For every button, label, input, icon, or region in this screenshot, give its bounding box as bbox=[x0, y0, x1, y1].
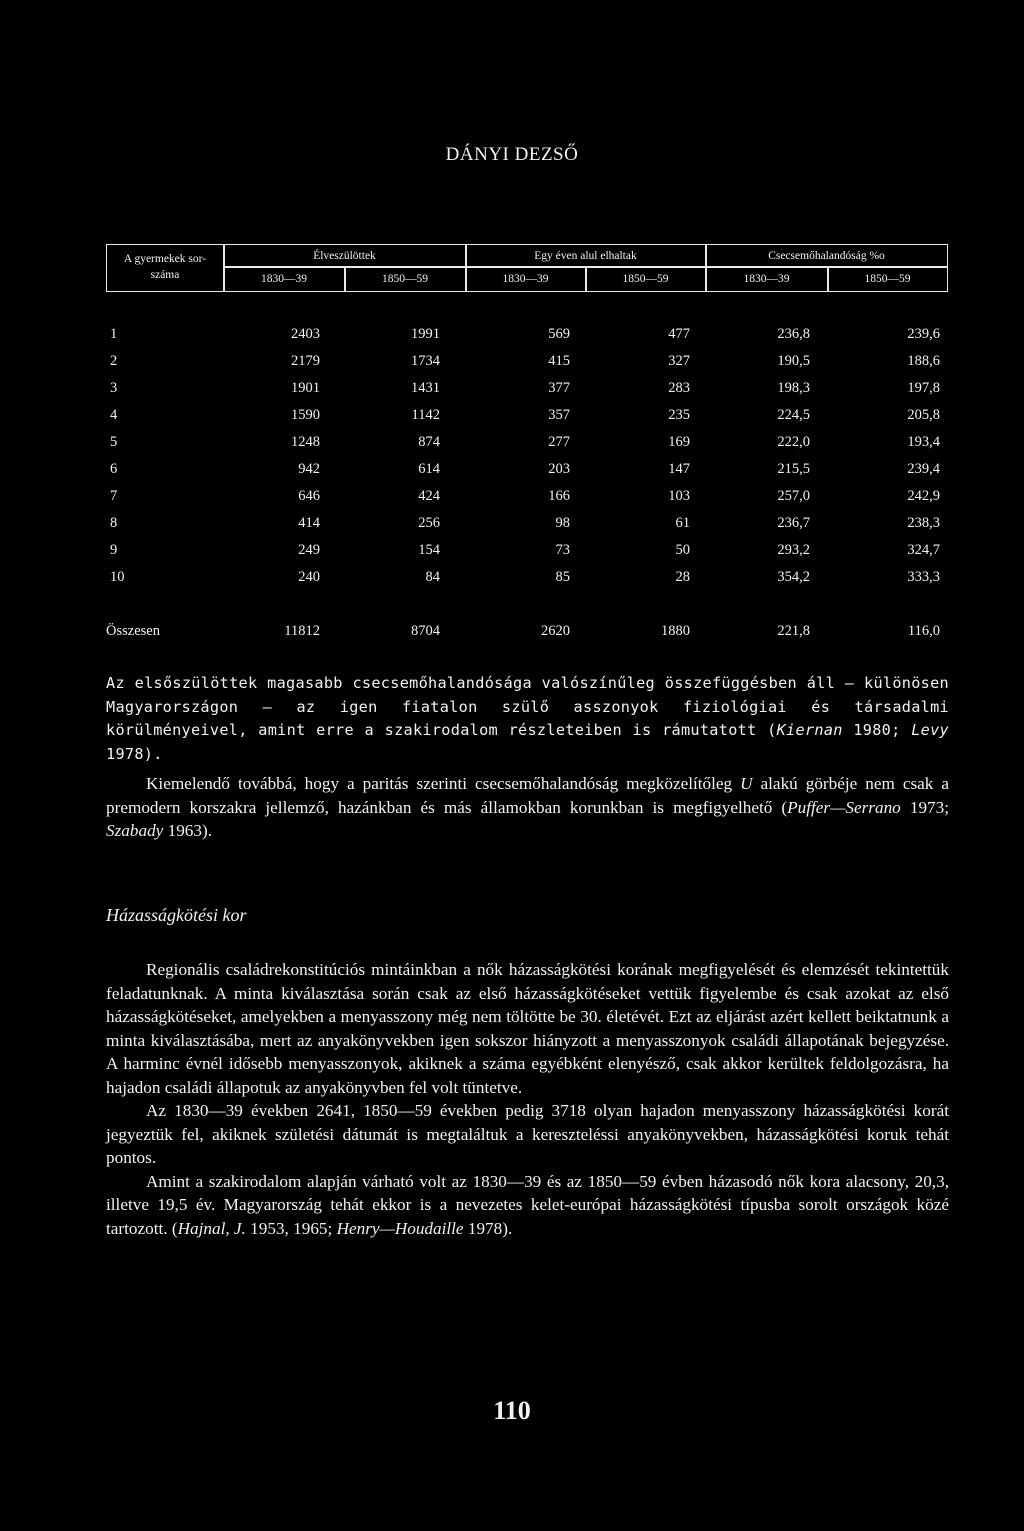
table-cell: 188,6 bbox=[907, 353, 940, 369]
para-text: alakú görbéje nem csak a premodern korszakra jellemző, hazánkban és más államokban korunkban is megfigyelhető ( bbox=[106, 774, 949, 817]
para-text: Regionális családrekonstitúciós mintáinkban a nők házasságkötési korának megfigyelését és elemzését tekintettük feladatunknak. A minta kiválasztása során csak az első házasságkötéseket vettük figyelembe és csak azokat az első házasságkötéseket, amelyekben a menyasszony még nem töltötte be 30. életévét. Ezt az eljárást azért kellett beiktatnunk a minta kiválasztásába, mert az anyakönyvekben igen sokszor hiányzott a menyasszonyok családi állapotának bejegyzése. A harminc évnél idősebb menyasszonyok, akiknek a száma egyébként elenyésző, csak akkor kerültek feldolgozásra, ha hajadon családi állapotuk az anyakönyvben fel volt tüntetve. bbox=[106, 960, 949, 1097]
table-cell: 477 bbox=[668, 326, 690, 342]
table-cell: 154 bbox=[418, 542, 440, 558]
total-cell: 2620 bbox=[541, 623, 570, 639]
table-cell: 1142 bbox=[411, 407, 440, 423]
row-number: 9 bbox=[110, 542, 118, 558]
citation: Henry—Houdaille bbox=[336, 1218, 464, 1238]
total-cell: 11812 bbox=[284, 623, 320, 639]
table-cell: 240 bbox=[298, 569, 320, 585]
table-row bbox=[0, 326, 1024, 352]
table-row bbox=[0, 407, 1024, 433]
table-total-row bbox=[0, 623, 1024, 649]
para-text: Kiemelendő továbbá, hogy a paritás szerinti csecsemőhalandóság megközelítőleg bbox=[146, 774, 741, 793]
row-number: 2 bbox=[110, 353, 118, 369]
table-cell: 239,6 bbox=[907, 326, 940, 342]
table-cell: 215,5 bbox=[777, 461, 810, 477]
table-cell: 2403 bbox=[291, 326, 320, 342]
table-cell: 85 bbox=[555, 569, 570, 585]
row-number: 8 bbox=[110, 515, 118, 531]
total-cell: 116,0 bbox=[907, 623, 940, 639]
total-label: Összesen bbox=[106, 623, 160, 639]
table-cell: 874 bbox=[418, 434, 440, 450]
table-cell: 277 bbox=[548, 434, 570, 450]
table-cell: 203 bbox=[548, 461, 570, 477]
para-text: 1973; bbox=[900, 797, 949, 817]
table-cell: 193,4 bbox=[907, 434, 940, 450]
table-row bbox=[0, 380, 1024, 406]
table-cell: 242,9 bbox=[907, 488, 940, 504]
table-cell: 235 bbox=[668, 407, 690, 423]
table-cell: 1901 bbox=[291, 380, 320, 396]
row-number: 1 bbox=[110, 326, 118, 342]
citation: Szabady bbox=[106, 821, 164, 840]
table-cell: 1248 bbox=[291, 434, 320, 450]
table-cell: 222,0 bbox=[777, 434, 810, 450]
table-cell: 424 bbox=[418, 488, 440, 504]
table-cell: 98 bbox=[555, 515, 570, 531]
table-cell: 1590 bbox=[291, 407, 320, 423]
para-text: Amint a szakirodalom alapján várható volt az 1830—39 és az 1850—59 évben házasodó nők kora alacsony, 20,3, illetve 19,5 év. Magyarország tehát ekkor is a nevezetes kelet-európai házasságkötési típusba sorolt országok közé tartozott. ( bbox=[106, 1171, 949, 1238]
table-row bbox=[0, 542, 1024, 568]
table-cell: 169 bbox=[668, 434, 690, 450]
table-cell: 147 bbox=[668, 461, 690, 477]
para-text bbox=[106, 1170, 949, 1241]
citation: Kiernan bbox=[776, 721, 843, 739]
table-cell: 249 bbox=[298, 542, 320, 558]
group-header: Csecsemőhalandóság %o bbox=[768, 249, 885, 262]
citation: Hajnal, J. bbox=[177, 1218, 246, 1238]
period-header: 1830—39 bbox=[743, 273, 790, 285]
table-cell: 28 bbox=[675, 569, 690, 585]
table-cell: 236,7 bbox=[777, 515, 810, 531]
table-row bbox=[0, 488, 1024, 514]
col-header-first bbox=[107, 245, 223, 291]
period-header: 1850—59 bbox=[382, 273, 428, 285]
period-header: 1850—59 bbox=[864, 273, 911, 285]
row-number: 3 bbox=[110, 380, 118, 396]
paragraph-parity bbox=[106, 772, 949, 843]
table-cell: 256 bbox=[418, 515, 440, 531]
table-cell: 333,3 bbox=[907, 569, 940, 585]
para-text: 1978). bbox=[106, 744, 163, 763]
table-cell: 197,8 bbox=[907, 380, 940, 396]
table-cell: 327 bbox=[668, 353, 690, 369]
table-cell: 205,8 bbox=[907, 407, 940, 423]
table-row bbox=[0, 461, 1024, 487]
table-cell: 646 bbox=[298, 488, 320, 504]
table-cell: 293,2 bbox=[777, 542, 810, 558]
table-row bbox=[0, 515, 1024, 541]
period-header: 1830—39 bbox=[502, 273, 549, 285]
running-header: DÁNYI DEZSŐ bbox=[445, 144, 579, 165]
table-row bbox=[0, 434, 1024, 460]
table-header bbox=[106, 244, 948, 292]
table-cell: 257,0 bbox=[777, 488, 810, 504]
para-text: Az elsőszülöttek magasabb csecsemőhalandósága valószínűleg összefüggésben áll — különösen Magyarországon — az igen fiatalon szülő asszonyok fiziológiai és társadalmi körülményeivel, amint erre a szakirodalom részleteiben is rámutatott ( bbox=[106, 674, 949, 739]
total-cell: 8704 bbox=[411, 623, 440, 639]
table-cell: 238,3 bbox=[907, 515, 940, 531]
paragraph-firstborn bbox=[106, 672, 949, 766]
col-header-first-line2: száma bbox=[150, 269, 180, 281]
table-cell: 942 bbox=[298, 461, 320, 477]
col-header-first-line1: A gyermekek sor- bbox=[123, 253, 207, 266]
period-header: 1830—39 bbox=[261, 273, 307, 285]
table-cell: 198,3 bbox=[777, 380, 810, 396]
table-cell: 236,8 bbox=[777, 326, 810, 342]
period-header: 1850—59 bbox=[622, 273, 669, 285]
table-cell: 224,5 bbox=[777, 407, 810, 423]
table-cell: 377 bbox=[548, 380, 570, 396]
table-cell: 239,4 bbox=[907, 461, 940, 477]
table-cell: 166 bbox=[548, 488, 570, 504]
table-cell: 190,5 bbox=[777, 353, 810, 369]
table-cell: 61 bbox=[675, 515, 690, 531]
table-cell: 1431 bbox=[411, 380, 440, 396]
group-header: Egy éven alul elhaltak bbox=[534, 249, 637, 262]
table-cell: 283 bbox=[668, 380, 690, 396]
table-cell: 324,7 bbox=[907, 542, 940, 558]
page-number: 110 bbox=[493, 1396, 531, 1425]
para-text: 1953, 1965; bbox=[245, 1218, 337, 1238]
row-number: 4 bbox=[110, 407, 118, 423]
table-cell: 569 bbox=[548, 326, 570, 342]
table-row bbox=[0, 569, 1024, 595]
table-cell: 2179 bbox=[291, 353, 320, 369]
citation: Levy bbox=[911, 721, 949, 739]
paragraph-marriage bbox=[106, 958, 949, 1240]
table-cell: 103 bbox=[668, 488, 690, 504]
table-cell: 1734 bbox=[411, 353, 440, 369]
table-cell: 50 bbox=[675, 542, 690, 558]
row-number: 5 bbox=[110, 434, 118, 450]
para-text: 1978). bbox=[463, 1218, 513, 1238]
table-cell: 354,2 bbox=[777, 569, 810, 585]
row-number: 10 bbox=[110, 569, 125, 585]
row-number: 6 bbox=[110, 461, 118, 477]
table-cell: 73 bbox=[555, 542, 570, 558]
table-cell: 1991 bbox=[411, 326, 440, 342]
total-cell: 221,8 bbox=[777, 623, 810, 639]
total-cell: 1880 bbox=[661, 623, 690, 639]
row-number: 7 bbox=[110, 488, 118, 504]
table-cell: 414 bbox=[298, 515, 320, 531]
u-letter: U bbox=[740, 774, 753, 793]
section-title: Házasságkötési kor bbox=[106, 905, 247, 925]
para-text: Az 1830—39 években 2641, 1850—59 években pedig 3718 olyan hajadon menyasszony házasságkötési korát jegyeztük fel, akiknek születési dátumát is megtaláltuk a kereszteléssi anyakönyvekben, házasságkötési koruk tehát pontos. bbox=[106, 1101, 949, 1167]
table-cell: 84 bbox=[425, 569, 440, 585]
group-header: Élveszülöttek bbox=[313, 249, 376, 262]
table-cell: 415 bbox=[548, 353, 570, 369]
para-text: 1980; bbox=[842, 721, 912, 739]
para-text: 1963). bbox=[163, 821, 212, 840]
table-cell: 357 bbox=[548, 407, 570, 423]
table-cell: 614 bbox=[418, 461, 440, 477]
table-row bbox=[0, 353, 1024, 379]
citation: Puffer—Serrano bbox=[787, 797, 901, 817]
